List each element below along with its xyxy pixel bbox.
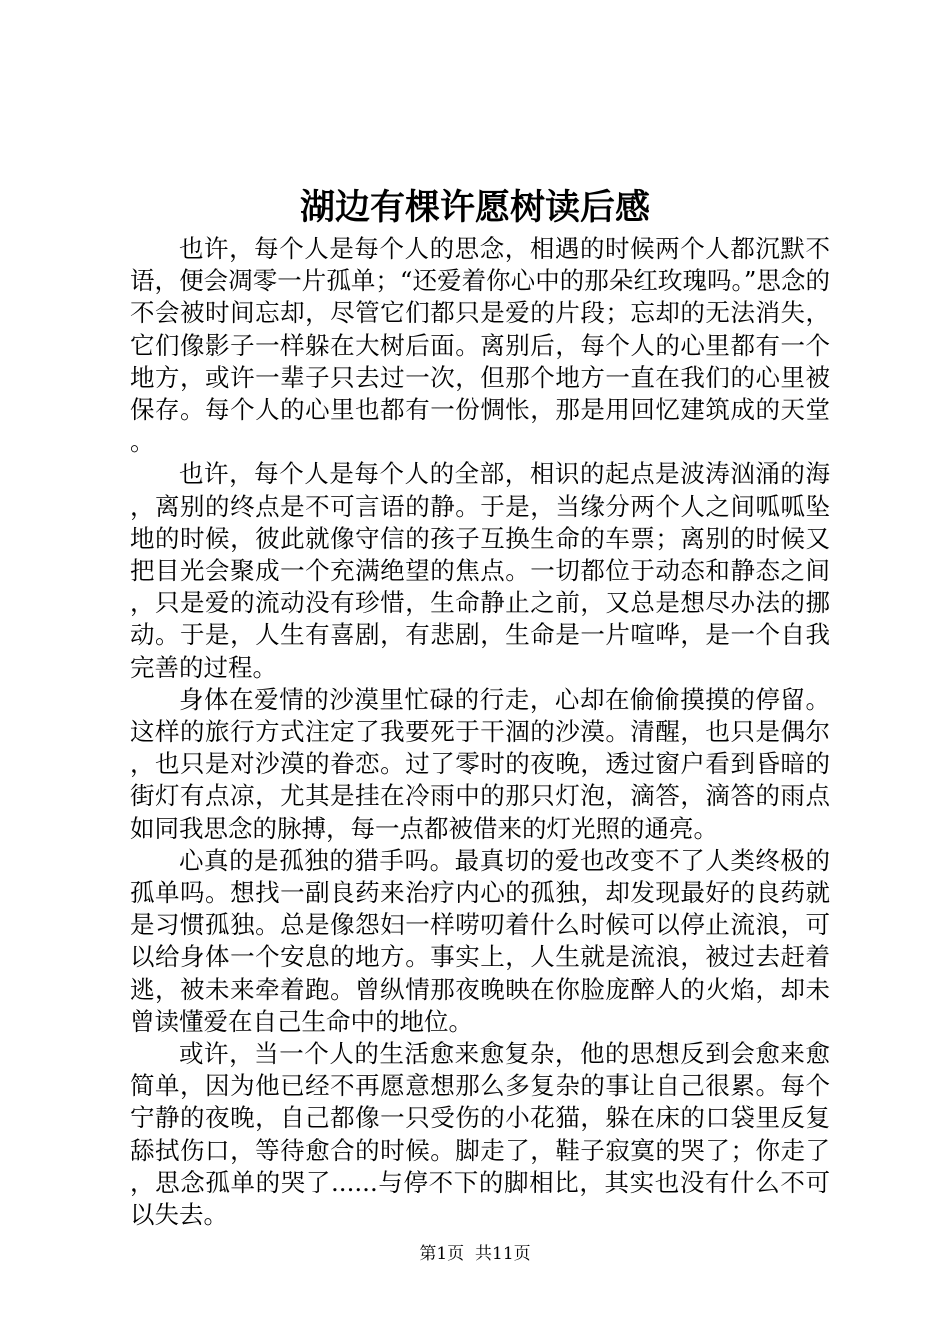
document-body bbox=[130, 233, 830, 1231]
document-title: 湖边有棵许愿树读后感 bbox=[299, 187, 650, 228]
page-footer bbox=[0, 1242, 950, 1266]
body-paragraph-1: 也许，每个人是每个人的思念，相遇的时候两个人都沉默不语，便会凋零一片孤单；“还爱着你心中的那朵红玫瑰吗。”思念的不会被时间忘却，尽管它们都只是爱的片段；忘却的无法消失，它们像影子一样躲在大树后面。离别后，每个人的心里都有一个地方，或许一辈子只去过一次，但那个地方一直在我们的心里被保存。每个人的心里也都有一份惆怅，那是用回忆建筑成的天堂。 bbox=[130, 234, 830, 457]
body-paragraph-2: 也许，每个人是每个人的全部，相识的起点是波涛汹涌的海，离别的终点是不可言语的静。于是，当缘分两个人之间呱呱坠地的时候，彼此就像守信的孩子互换生命的车票；离别的时候又把目光会聚成一个充满绝望的焦点。一切都位于动态和静态之间，只是爱的流动没有珍惜，生命静止之前，又总是想尽办法的挪动。于是，人生有喜剧，有悲剧，生命是一片喧哗，是一个自我完善的过程。 bbox=[130, 459, 830, 682]
current-page-number: 第1页 bbox=[419, 1244, 465, 1264]
body-paragraph-4: 心真的是孤独的猎手吗。最真切的爱也改变不了人类终极的孤单吗。想找一副良药来治疗内心的孤独，却发现最好的良药就是习惯孤独。总是像怨妇一样唠叨着什么时候可以停止流浪，可以给身体一个安息的地方。事实上，人生就是流浪，被过去赶着逃，被未来牵着跑。曾纵情那夜晚映在你脸庞醉人的火焰，却未曾读懂爱在自己生命中的地位。 bbox=[130, 845, 830, 1036]
body-paragraph-3: 身体在爱情的沙漠里忙碌的行走，心却在偷偷摸摸的停留。这样的旅行方式注定了我要死于干涸的沙漠。清醒，也只是偶尔，也只是对沙漠的眷恋。过了零时的夜晚，透过窗户看到昏暗的街灯有点凉，尤其是挂在冷雨中的那只灯泡，滴答，滴答的雨点如同我思念的脉搏，每一点都被借来的灯光照的通亮。 bbox=[130, 684, 830, 843]
body-paragraph-5: 或许，当一个人的生活愈来愈复杂，他的思想反到会愈来愈简单，因为他已经不再愿意想那么多复杂的事让自己很累。每个宁静的夜晚，自己都像一只受伤的小花猫，躲在床的口袋里反复舔拭伤口，等待愈合的时候。脚走了，鞋子寂寞的哭了；你走了，思念孤单的哭了......与停不下的脚相比，其实也没有什么不可以失去。 bbox=[130, 1039, 830, 1230]
total-page-count: 共11页 bbox=[475, 1244, 531, 1264]
